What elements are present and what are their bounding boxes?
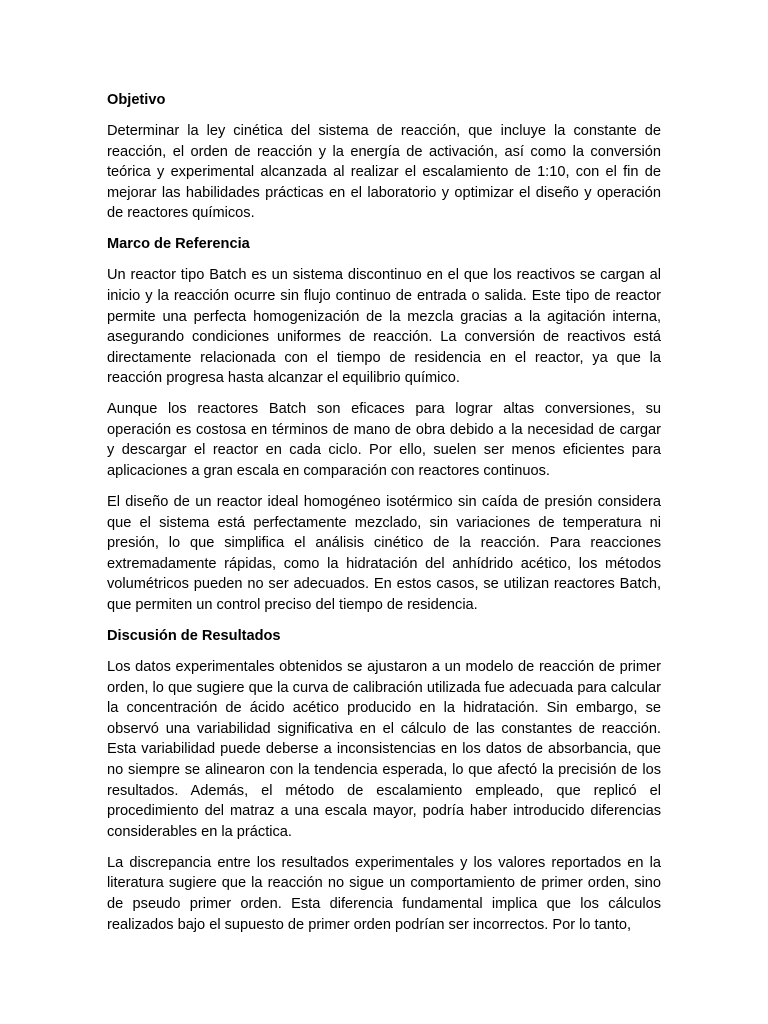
objetivo-paragraph: Determinar la ley cinética del sistema de reacción, que incluye la constante de reacción, el orden de reacción y la energía de activación, así como la conversión teórica y experimental alcanzada al realizar el escalamiento de 1:10, con el fin de mejorar las habilidades prácticas en el laboratorio y optimizar el diseño y operación de reactores químicos. [107, 122, 661, 222]
section-heading-marco-de-referencia: Marco de Referencia [107, 236, 250, 253]
marco-paragraph-1: Un reactor tipo Batch es un sistema discontinuo en el que los reactivos se cargan al inicio y la reacción ocurre sin flujo continuo de entrada o salida. Este tipo de reactor permite una perfecta homogenización de la mezcla gracias a la agitación interna, asegurando condiciones uniformes de reacción. La conversión de reactivos está directamente relacionada con el tiempo de residencia en el reactor, ya que la reacción progresa hasta alcanzar el equilibrio químico. [107, 267, 661, 387]
marco-paragraph-2: Aunque los reactores Batch son eficaces para lograr altas conversiones, su operación es costosa en términos de mano de obra debido a la necesidad de cargar y descargar el reactor en cada ciclo. Por ello, suelen ser menos eficientes para aplicaciones a gran escala en comparación con reactores continuos. [107, 401, 661, 480]
marco-paragraph-3: El diseño de un reactor ideal homogéneo isotérmico sin caída de presión considera que el sistema está perfectamente mezclado, sin variaciones de temperatura ni presión, lo que simplifica el análisis cinético de la reacción. Para reacciones extremadamente rápidas, como la hidratación del anhídrido acético, los métodos volumétricos pueden no ser adecuados. En estos casos, se utilizan reactores Batch, que permiten un control preciso del tiempo de residencia. [107, 494, 661, 614]
discusion-paragraph-2: La discrepancia entre los resultados experimentales y los valores reportados en la literatura sugiere que la reacción no sigue un comportamiento de primer orden, sino de pseudo primer orden. Esta diferencia fundamental implica que los cálculos realizados bajo el supuesto de primer orden podrían ser incorrectos. Por lo tanto, [107, 854, 661, 933]
section-heading-discusion-de-resultados: Discusión de Resultados [107, 628, 281, 644]
document-body [107, 90, 661, 945]
discusion-paragraph-1: Los datos experimentales obtenidos se ajustaron a un modelo de reacción de primer orden, lo que sugiere que la curva de calibración utilizada fue adecuada para calcular la concentración de ácido acético producido en la hidratación. Sin embargo, se observó una variabilidad significativa en el cálculo de las constantes de reacción. Esta variabilidad puede deberse a inconsistencias en los datos de absorbancia, que no siempre se alinearon con la tendencia esperada, lo que afectó la precisión de los resultados. Además, el método de escalamiento empleado, que replicó el procedimiento del matraz a una escala mayor, podría haber introducido diferencias considerables en la práctica. [107, 658, 661, 840]
section-heading-objetivo: Objetivo [107, 92, 166, 108]
